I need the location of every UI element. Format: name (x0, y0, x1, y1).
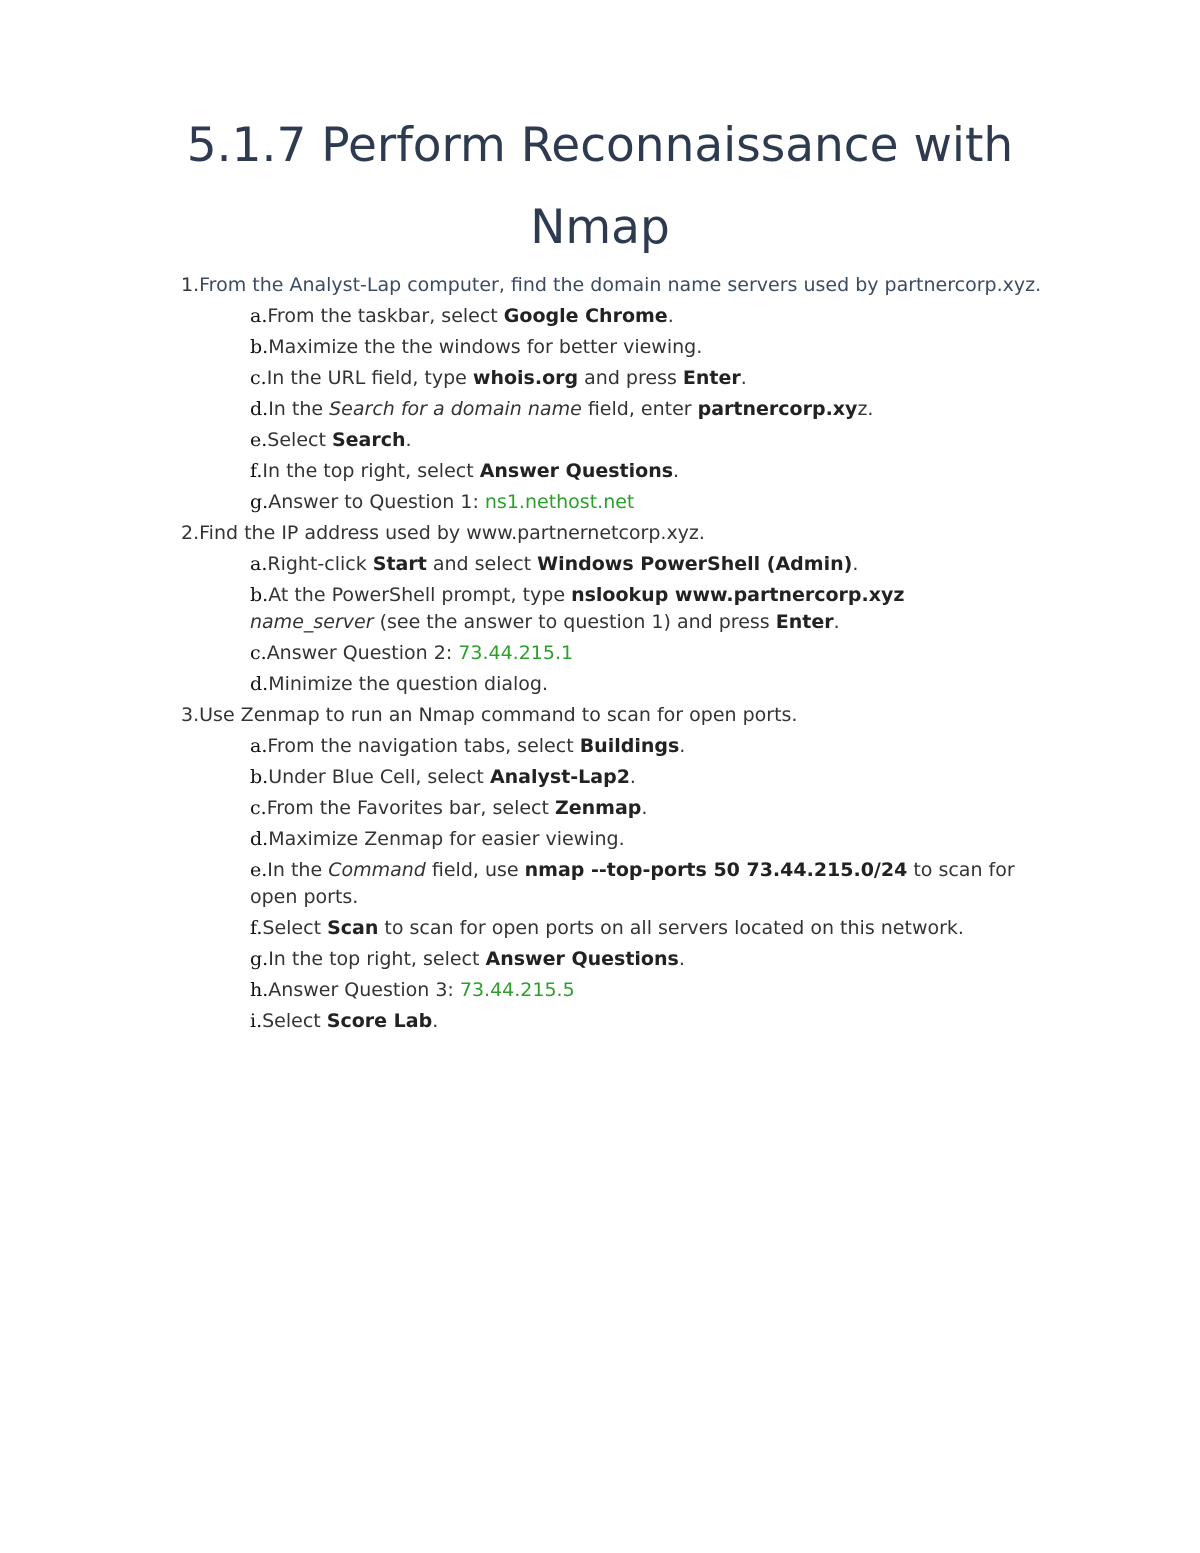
sub-text: In the top right, select (268, 948, 486, 970)
sub-letter: a. (250, 735, 268, 757)
sub-italic: name_server (250, 611, 374, 633)
step-text: Use Zenmap to run an Nmap command to scan for open ports. (199, 704, 798, 726)
step-3a (250, 733, 1050, 760)
step-1g (250, 489, 1050, 516)
step-number: 2. (181, 522, 200, 544)
sub-text: Answer Question 3: (268, 979, 460, 1001)
sub-text: field, use (425, 859, 525, 881)
sub-letter: h. (250, 979, 269, 1001)
sub-bold: Windows PowerShell (Admin) (537, 553, 853, 575)
step-2c (250, 640, 1050, 667)
step-3e (250, 857, 1050, 911)
step-2b (250, 582, 990, 636)
sub-bold: whois.org (472, 367, 579, 389)
sub-letter: d. (250, 673, 269, 695)
step-1c (250, 365, 1050, 392)
step-3h (250, 977, 1050, 1004)
answer-text: 73.44.215.5 (459, 979, 575, 1001)
sub-bold: Score Lab (326, 1010, 433, 1032)
step-1f (250, 458, 1050, 485)
sub-text: . (678, 948, 685, 970)
sub-bold: Answer Questions (479, 460, 674, 482)
sub-text: . (679, 735, 686, 757)
sub-text: In the URL field, type (266, 367, 473, 389)
answer-text: 73.44.215.1 (458, 642, 574, 664)
step-number: 1. (181, 274, 200, 296)
sub-italic: Command (328, 859, 426, 881)
step-3c (250, 795, 1050, 822)
step-2 (181, 520, 1061, 547)
sub-text: . (833, 611, 840, 633)
sub-letter: i. (250, 1010, 263, 1032)
answer-text: ns1.nethost.net (484, 491, 635, 513)
sub-bold: Google Chrome (503, 305, 668, 327)
sub-letter: b. (250, 766, 269, 788)
step-3f (250, 915, 1050, 942)
sub-letter: e. (250, 859, 268, 881)
step-text: Find the IP address used by www.partnernetcorp.xyz. (199, 522, 705, 544)
step-number: 3. (181, 704, 200, 726)
sub-bold: Zenmap (554, 797, 642, 819)
sub-bold: Answer Questions (485, 948, 679, 970)
document-title: 5.1.7 Perform Reconnaissance with Nmap (186, 118, 1014, 255)
sub-letter: c. (250, 642, 267, 664)
step-2a (250, 551, 1050, 578)
sub-text: From the navigation tabs, select (267, 735, 580, 757)
sub-letter: a. (250, 305, 268, 327)
sub-letter: b. (250, 584, 269, 606)
sub-text: Select (267, 429, 332, 451)
step-1d (250, 396, 1050, 423)
sub-text: Maximize the the windows for better viewing. (268, 336, 703, 358)
sub-text: Under Blue Cell, select (268, 766, 490, 788)
sub-text: Maximize Zenmap for easier viewing. (268, 828, 625, 850)
sub-letter: d. (250, 828, 269, 850)
step-3d (250, 826, 1050, 853)
sub-letter: g. (250, 948, 269, 970)
sub-letter: g. (250, 491, 269, 513)
sub-letter: c. (250, 797, 267, 819)
step-3g (250, 946, 1050, 973)
sub-text: (see the answer to question 1) and press (373, 611, 776, 633)
sub-text: . (673, 460, 680, 482)
sub-text: . (629, 766, 636, 788)
sub-text: and press (578, 367, 683, 389)
sub-bold: Scan (327, 917, 379, 939)
step-1e (250, 427, 1050, 454)
sub-text: From the Favorites bar, select (266, 797, 555, 819)
sub-letter: f. (250, 460, 263, 482)
step-1b (250, 334, 1050, 361)
sub-text: . (641, 797, 648, 819)
sub-text: Select (262, 1010, 327, 1032)
sub-text: to scan for open ports on all servers located on this network. (378, 917, 964, 939)
sub-text: Right-click (267, 553, 373, 575)
sub-bold: nslookup www.partnercorp.xyz (571, 584, 905, 606)
sub-bold: Enter (682, 367, 741, 389)
sub-text: . (667, 305, 674, 327)
sub-text: In the (268, 398, 330, 420)
sub-bold: Enter (775, 611, 834, 633)
sub-bold: partnercorp.xy (697, 398, 858, 420)
sub-text: . (432, 1010, 439, 1032)
sub-letter: e. (250, 429, 268, 451)
sub-letter: f. (250, 917, 263, 939)
sub-italic: Search for a domain name (329, 398, 582, 420)
sub-bold: Start (372, 553, 427, 575)
sub-text: to scan for open ports. (250, 859, 1015, 908)
sub-letter: a. (250, 553, 268, 575)
sub-bold: Buildings (579, 735, 680, 757)
sub-text: Answer to Question 1: (268, 491, 485, 513)
sub-bold: Search (331, 429, 406, 451)
step-3i (250, 1008, 1050, 1035)
sub-bold: Analyst-Lap2 (489, 766, 630, 788)
step-3 (181, 702, 1061, 729)
sub-text: . (852, 553, 859, 575)
sub-letter: c. (250, 367, 267, 389)
step-1a (250, 303, 1050, 330)
step-2d (250, 671, 1050, 698)
step-3b (250, 764, 1050, 791)
sub-text: Answer Question 2: (266, 642, 459, 664)
step-text: From the Analyst-Lap computer, find the domain name servers used by partnercorp.xyz. (199, 274, 1042, 296)
sub-text: At the PowerShell prompt, type (268, 584, 572, 606)
step-1 (181, 272, 1061, 299)
sub-text: field, enter (581, 398, 698, 420)
sub-text: . (405, 429, 412, 451)
sub-letter: b. (250, 336, 269, 358)
sub-bold: nmap --top-ports 50 73.44.215.0/24 (524, 859, 908, 881)
sub-text: . (740, 367, 747, 389)
instruction-list (181, 272, 1061, 1039)
sub-text: In the top right, select (262, 460, 480, 482)
sub-text: z. (857, 398, 874, 420)
sub-text: In the (267, 859, 329, 881)
sub-text: From the taskbar, select (267, 305, 504, 327)
sub-text: Select (262, 917, 328, 939)
sub-letter: d. (250, 398, 269, 420)
sub-text: Minimize the question dialog. (268, 673, 549, 695)
sub-text: and select (426, 553, 538, 575)
